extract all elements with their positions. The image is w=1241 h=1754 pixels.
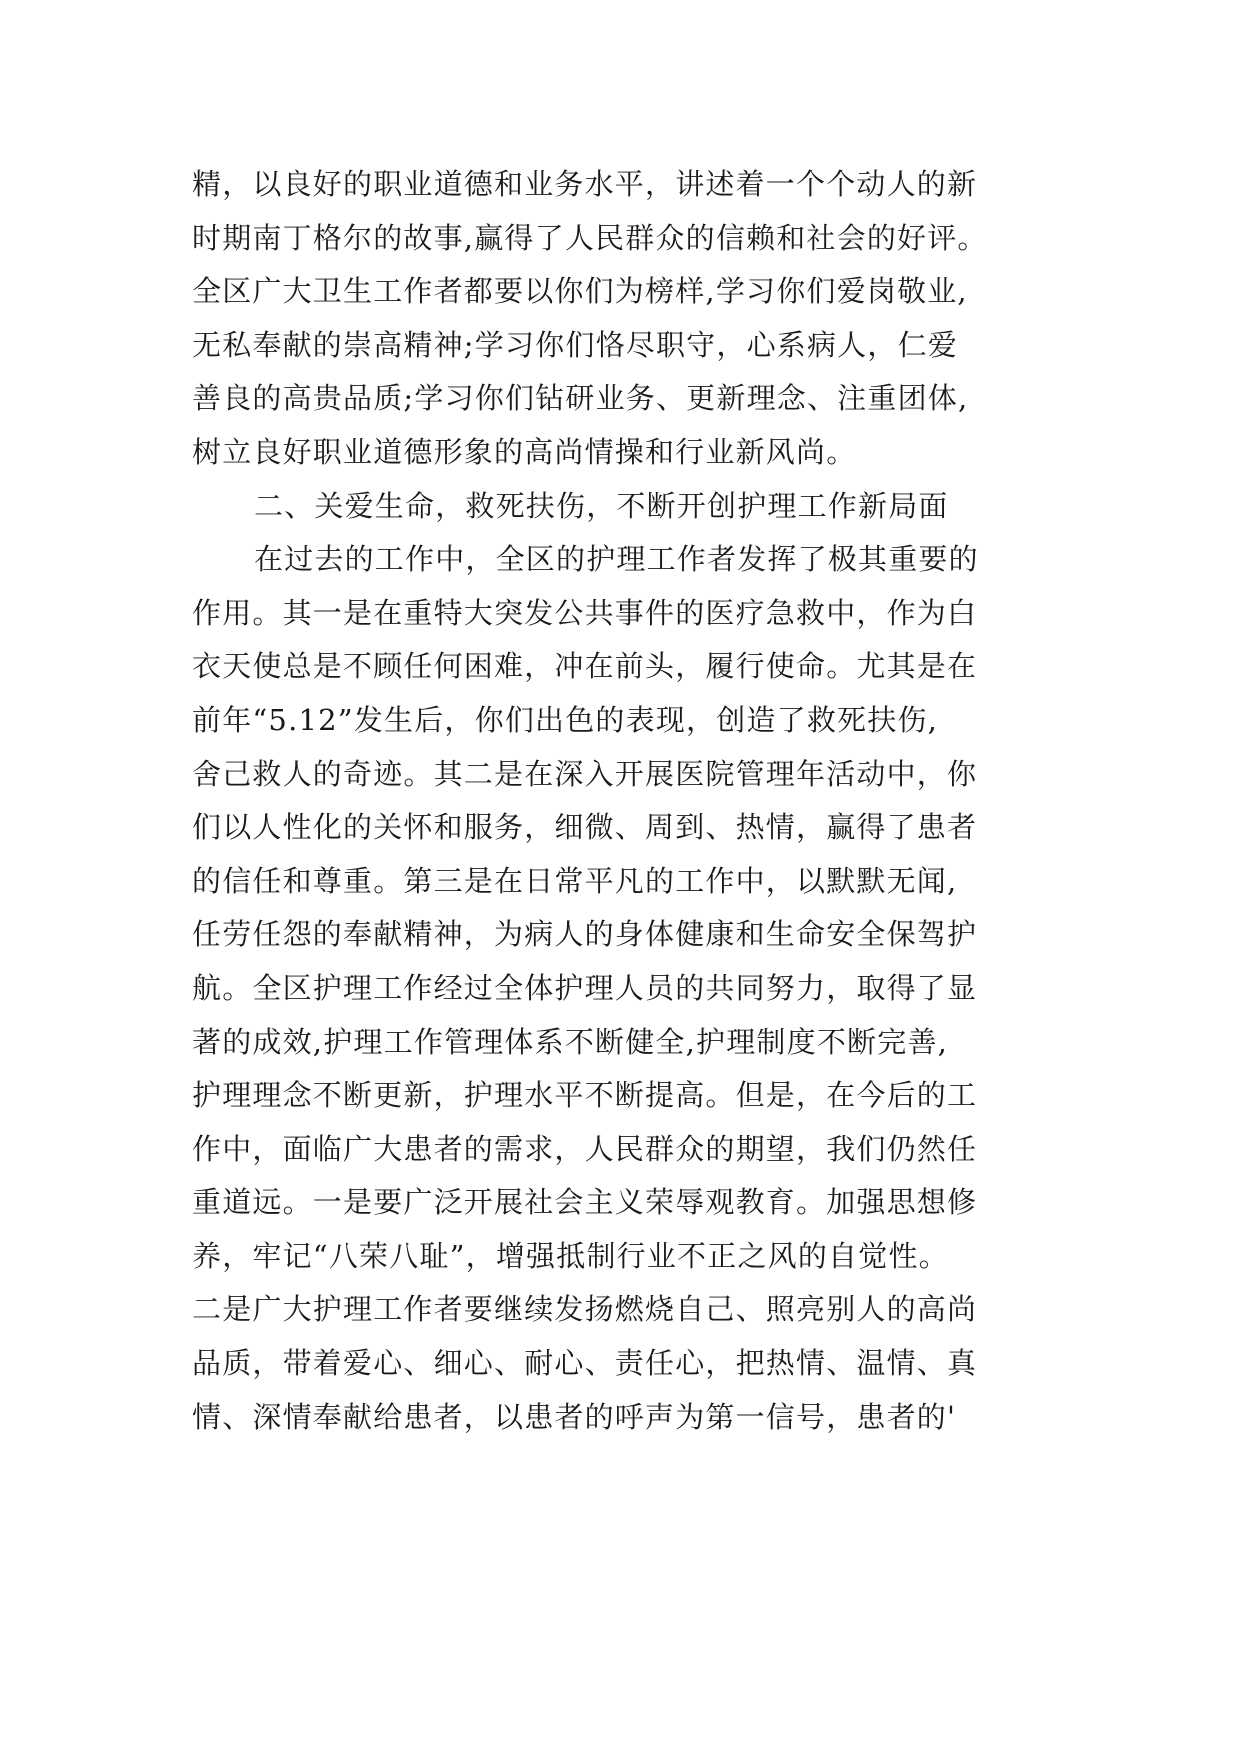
text-line: 养，牢记“八荣八耻”，增强抵制行业不正之风的自觉性。 [192,1238,949,1273]
text-line: 衣天使总是不顾任何困难，冲在前头，履行使命。尤其是在 [192,649,978,684]
text-line: 精，以良好的职业道德和业务水平，讲述着一个个动人的新 [192,167,978,201]
text-line: 护理理念不断更新，护理水平不断提高。但是，在今后的工 [192,1078,978,1113]
text-line: 们以人性化的关怀和服务，细微、周到、热情，赢得了患者 [192,810,978,845]
body-text [192,158,1072,1444]
text-line: 无私奉献的崇高精神;学习你们恪尽职守，心系病人，仁爱 [192,327,958,362]
text-line: 全区广大卫生工作者都要以你们为榜样,学习你们爱岗敬业, [192,274,968,309]
text-line: 二是广大护理工作者要继续发扬燃烧自己、照亮别人的高尚 [192,1292,978,1327]
text-line: 著的成效,护理工作管理体系不断健全,护理制度不断完善, [192,1024,949,1059]
paragraph-first-line: 在过去的工作中，全区的护理工作者发挥了极其重要的 [254,542,979,577]
section-heading: 二、关爱生命，救死扶伤，不断开创护理工作新局面 [254,488,949,523]
text-line: 作中，面临广大患者的需求，人民群众的期望，我们仍然任 [192,1131,978,1166]
text-line: 前年“5.12”发生后，你们出色的表现，创造了救死扶伤, [192,702,939,737]
text-line: 情、深情奉献给患者，以患者的呼声为第一信号，患者的' [192,1399,957,1434]
text-line: 舍己救人的奇迹。其二是在深入开展医院管理年活动中，你 [192,756,978,791]
text-line: 品质，带着爱心、细心、耐心、责任心，把热情、温情、真 [192,1346,978,1381]
text-line: 重道远。一是要广泛开展社会主义荣辱观教育。加强思想修 [192,1185,978,1220]
text-line: 的信任和尊重。第三是在日常平凡的工作中，以默默无闻, [192,863,958,898]
text-line: 航。全区护理工作经过全体护理人员的共同努力，取得了显 [192,970,978,1005]
text-line: 作用。其一是在重特大突发公共事件的医疗急救中，作为白 [192,595,978,630]
text-line: 树立良好职业道德形象的高尚情操和行业新风尚。 [192,434,857,469]
text-line: 善良的高贵品质;学习你们钻研业务、更新理念、注重团体, [192,381,969,416]
text-line: 时期南丁格尔的故事,赢得了人民群众的信赖和社会的好评。 [192,220,988,255]
text-line: 任劳任怨的奉献精神，为病人的身体健康和生命安全保驾护 [192,917,978,952]
